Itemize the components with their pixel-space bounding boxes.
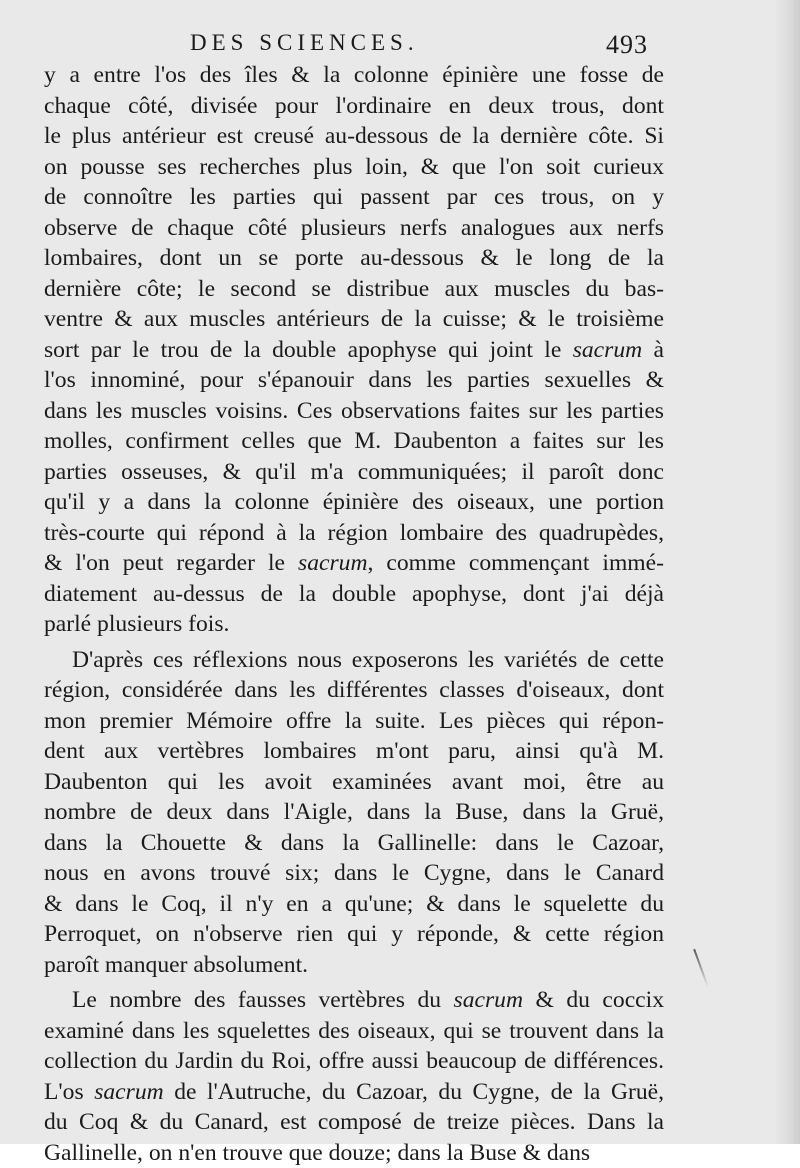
- text-line: & l'on peut regarder le sacrum, comme commençant immé-: [44, 548, 664, 579]
- text-line: Daubenton qui les avoit examinées avant moi, être au: [44, 767, 664, 798]
- text-line: dent aux vertèbres lombaires m'ont paru, ainsi qu'à M.: [44, 736, 664, 767]
- text-line: Gallinelle, on n'en trouve que douze; dans la Buse & dans: [44, 1138, 664, 1168]
- text-line: dans la Chouette & dans la Gallinelle: dans le Cazoar,: [44, 828, 664, 859]
- paragraph-container: [44, 60, 664, 1168]
- text-line: nous en avons trouvé six; dans le Cygne, dans le Canard: [44, 858, 664, 889]
- text-line: qu'il y a dans la colonne épinière des oiseaux, une portion: [44, 487, 664, 518]
- text-line: très-courte qui répond à la région lombaire des quadrupèdes,: [44, 518, 664, 549]
- text-line: lombaires, dont un se porte au-dessous & le long de la: [44, 243, 664, 274]
- body-text: [44, 60, 664, 1168]
- text-line: paroît manquer absolument.: [44, 950, 664, 981]
- page-number: 493: [606, 30, 648, 60]
- text-line: collection du Jardin du Roi, offre aussi beaucoup de différences.: [44, 1046, 664, 1077]
- text-line: ventre & aux muscles antérieurs de la cuisse; & le troisième: [44, 304, 664, 335]
- page-header: [0, 22, 800, 62]
- text-line: molles, confirment celles que M. Daubenton a faites sur les: [44, 426, 664, 457]
- running-head: DES SCIENCES.: [190, 30, 419, 56]
- text-line: parties osseuses, & qu'il m'a communiquées; il paroît donc: [44, 457, 664, 488]
- text-line: observe de chaque côté plusieurs nerfs analogues aux nerfs: [44, 213, 664, 244]
- text-line: nombre de deux dans l'Aigle, dans la Buse, dans la Gruë,: [44, 797, 664, 828]
- text-line: diatement au-dessus de la double apophyse, dont j'ai déjà: [44, 579, 664, 610]
- text-line: examiné dans les squelettes des oiseaux, qui se trouvent dans la: [44, 1016, 664, 1047]
- text-line: on pousse ses recherches plus loin, & que l'on soit curieux: [44, 152, 664, 183]
- text-line: D'après ces réflexions nous exposerons les variétés de cette: [44, 645, 664, 676]
- text-line: de connoître les parties qui passent par ces trous, on y: [44, 182, 664, 213]
- text-line: dans les muscles voisins. Ces observations faites sur les parties: [44, 396, 664, 427]
- text-line: l'os innominé, pour s'épanouir dans les parties sexuelles &: [44, 365, 664, 396]
- text-line: L'os sacrum de l'Autruche, du Cazoar, du Cygne, de la Gruë,: [44, 1077, 664, 1108]
- text-line: Le nombre des fausses vertèbres du sacrum & du coccix: [44, 985, 664, 1016]
- text-line: & dans le Coq, il n'y en a qu'une; & dans le squelette du: [44, 889, 664, 920]
- text-line: Perroquet, on n'observe rien qui y réponde, & cette région: [44, 919, 664, 950]
- page-edge-shadow: [774, 0, 800, 1144]
- text-line: mon premier Mémoire offre la suite. Les pièces qui répon-: [44, 706, 664, 737]
- text-line: dernière côte; le second se distribue aux muscles du bas-: [44, 274, 664, 305]
- text-line: région, considérée dans les différentes classes d'oiseaux, dont: [44, 675, 664, 706]
- text-line: le plus antérieur est creusé au-dessous de la dernière côte. Si: [44, 121, 664, 152]
- text-line: sort par le trou de la double apophyse qui joint le sacrum à: [44, 335, 664, 366]
- text-line: y a entre l'os des îles & la colonne épinière une fosse de: [44, 60, 664, 91]
- text-line: du Coq & du Canard, est composé de treize pièces. Dans la: [44, 1107, 664, 1138]
- text-line: parlé plusieurs fois.: [44, 609, 664, 640]
- text-line: chaque côté, divisée pour l'ordinaire en deux trous, dont: [44, 91, 664, 122]
